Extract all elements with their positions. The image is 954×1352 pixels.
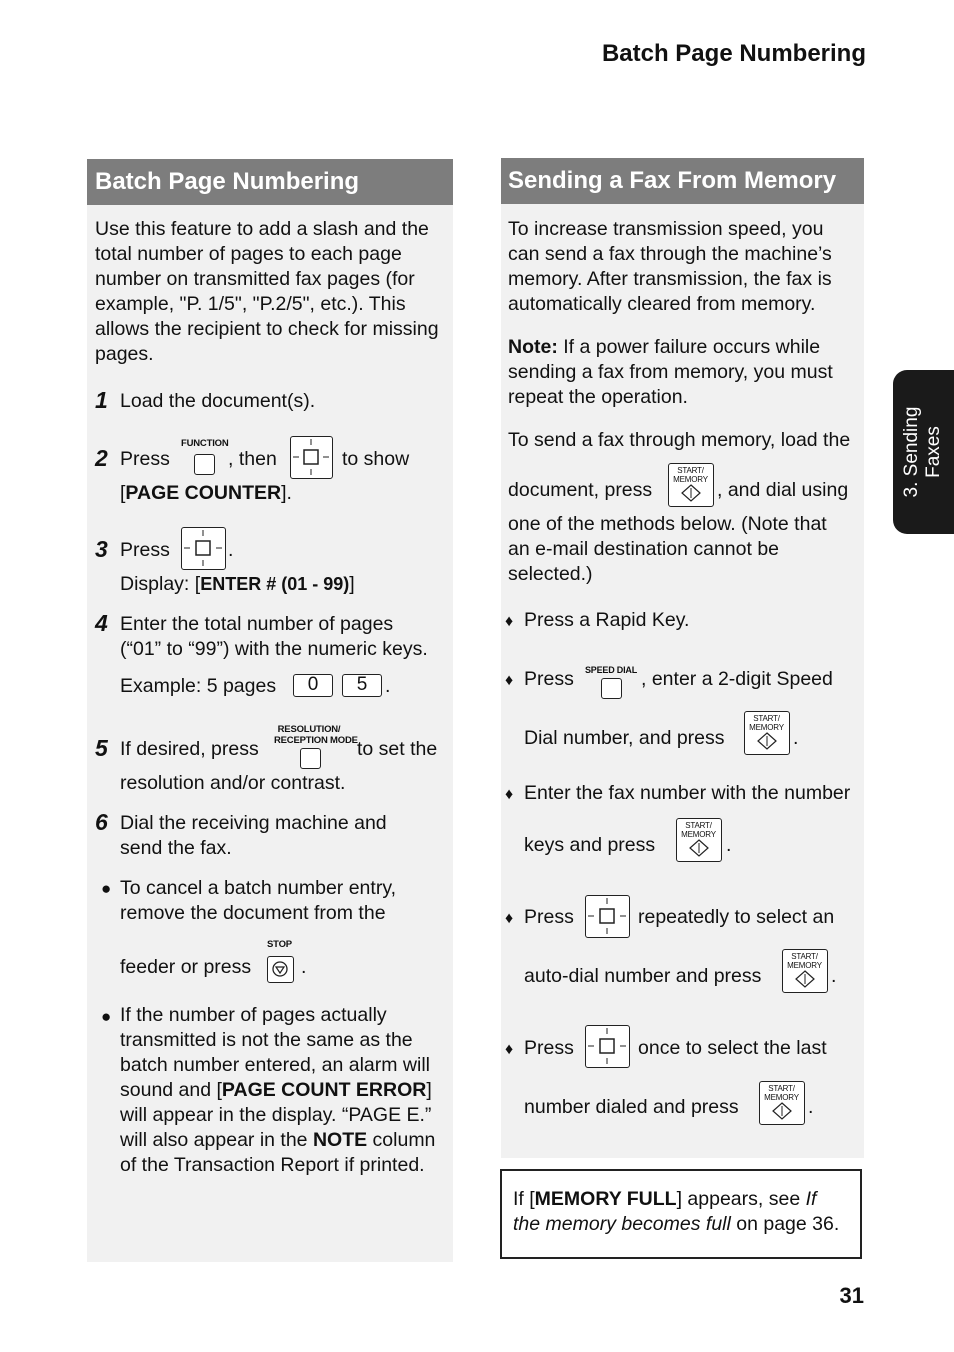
step-text: Enter the total number of pages (“01” to “99”) with the numeric keys. bbox=[120, 613, 428, 660]
diamond-bullet: ♦ bbox=[505, 1041, 514, 1058]
running-header: Batch Page Numbering bbox=[601, 40, 866, 67]
intro-paragraph: To increase transmission speed, you can send a fax through the machine’s memory. After transmission, the fax is automatically cleared from memory. bbox=[508, 218, 832, 315]
stop-key-icon bbox=[267, 956, 294, 983]
start-memory-key-icon: START/ MEMORY bbox=[759, 1081, 805, 1125]
speed-dial-key-label: SPEED DIAL bbox=[585, 665, 638, 675]
step-number: 6 bbox=[95, 809, 108, 835]
stop-key-label: STOP bbox=[267, 939, 292, 950]
section-heading: Batch Page Numbering bbox=[87, 159, 453, 205]
chapter-tab-label: 3. Sending Faxes bbox=[901, 406, 944, 498]
step-text: Dial the receiving machine and send the fax. bbox=[120, 812, 387, 859]
step-text: Load the document(s). bbox=[120, 390, 316, 412]
diamond-bullet: ♦ bbox=[505, 786, 514, 803]
diamond-bullet: ♦ bbox=[505, 672, 514, 689]
bullet-dot: ● bbox=[101, 879, 112, 898]
numeric-key-5: 5 bbox=[342, 674, 382, 697]
step-number: 3 bbox=[95, 536, 108, 562]
navigation-key-icon bbox=[585, 895, 630, 938]
function-key-label: FUNCTION bbox=[181, 438, 229, 449]
memory-full-note: If [MEMORY FULL] appears, see If the memory becomes full on page 36. bbox=[500, 1169, 862, 1259]
chapter-tab bbox=[893, 370, 954, 534]
bullet-text: If the number of pages actually transmitted is not the same as the batch number entered, an alarm will sound and [PAGE COUNT ERROR] will appear in the display. “PAGE E.” will also appear in the NOTE column of the Transaction Report if printed. bbox=[120, 1004, 436, 1176]
bullet-text: To cancel a batch number entry, remove the document from the bbox=[120, 877, 397, 924]
navigation-key-icon bbox=[585, 1025, 630, 1068]
function-key-icon bbox=[194, 454, 215, 475]
start-memory-key-icon: START/ MEMORY bbox=[782, 949, 828, 993]
diamond-bullet: ♦ bbox=[505, 613, 514, 630]
sending-fax-from-memory-section: Sending a Fax From Memory To increase transmission speed, you can send a fax through the machine’s memory. After transmission, the fax is automatically cleared from memory. Note: If a power failure occurs while sending a fax from memory, you must repeat the operation. To send a fax through memory, load the document, press START/ MEMORY , and dial using one of the methods below. (Note that an e-mail destination cannot be selected.) ♦ Press a Rapid Key. ♦ Press SPEED DIAL , enter a 2-digit Speed Dial number, and press START/ MEMORY . ♦ Enter the fax number with the number keys and press START/ MEMORY . ♦ Press repeatedly to select an auto-dial number and press START/ MEMORY . ♦ Press once to select the last number dialed and press START/ MEMORY . bbox=[501, 158, 864, 1158]
display-text: Display: [ENTER # (01 - 99)] bbox=[120, 573, 355, 595]
resolution-key-label: RESOLUTION/ RECEPTION MODE bbox=[274, 724, 358, 746]
start-memory-key-icon: START/ MEMORY bbox=[668, 463, 714, 507]
step-number: 1 bbox=[95, 387, 108, 413]
start-memory-key-icon: START/ MEMORY bbox=[676, 818, 722, 862]
numeric-key-0: 0 bbox=[293, 674, 333, 697]
section-heading: Sending a Fax From Memory bbox=[501, 158, 864, 204]
intro-paragraph: Use this feature to add a slash and the total number of pages to each page number on transmitted fax pages (for example, "P. 1/5", "P.2/5", etc.). This allows the recipient to check for missing pages. bbox=[95, 218, 439, 365]
diamond-bullet: ♦ bbox=[505, 910, 514, 927]
send-instructions: one of the methods below. (Note that an e-mail destination cannot be selected.) bbox=[508, 513, 827, 585]
batch-page-numbering-section: Batch Page Numbering Use this feature to add a slash and the total number of pages to each page number on transmitted fax pages (for example, "P. 1/5", "P.2/5", etc.). This allows the recipient to check for missing pages. 1 Load the document(s). 2 Press FUNCTION , then to show [PAGE COUNTER]. 3 Press . Display: [ENTER # (01 - 99)] 4 Enter the total number of pages (“01” to “99”) with the numeric keys. Example: 5 pages 0 5 . 5 If desired, press RESOLUTION/ RECEPTION MODE to set the resolution and/or contrast. 6 Dial the receiving machine and send the fax. ● To cancel a batch number entry, remove the document from the feeder or press STOP . ● If the number of pages actually transmitted is not the same as the batch number entered, an alarm will sound and [PAGE COUNT ERROR] will appear in the display. “PAGE E.” will also appear in the NOTE column of the Transaction Report if printed. bbox=[87, 159, 453, 1262]
navigation-key-icon bbox=[181, 527, 226, 570]
navigation-key-icon bbox=[290, 436, 333, 479]
start-memory-key-icon: START/ MEMORY bbox=[744, 711, 790, 755]
step-text: [PAGE COUNTER]. bbox=[120, 482, 292, 504]
resolution-key-icon bbox=[300, 748, 321, 769]
bullet-dot: ● bbox=[101, 1007, 112, 1026]
speed-dial-key-icon bbox=[601, 678, 622, 699]
step-number: 5 bbox=[95, 735, 108, 761]
note-paragraph: Note: If a power failure occurs while sending a fax from memory, you must repeat the operation. bbox=[508, 336, 833, 408]
step-number: 2 bbox=[95, 445, 108, 471]
step-number: 4 bbox=[95, 610, 108, 636]
page-number: 31 bbox=[839, 1283, 864, 1308]
